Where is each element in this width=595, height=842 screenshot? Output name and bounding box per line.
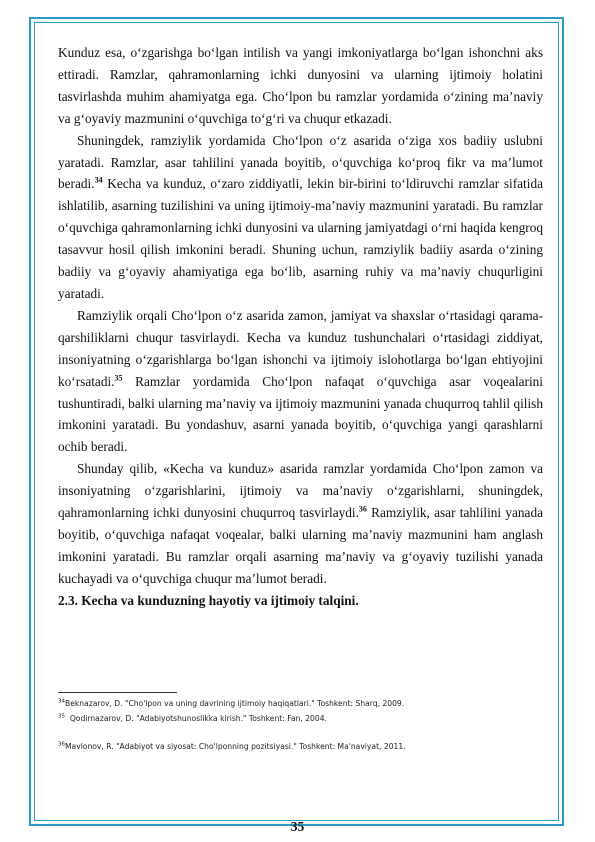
footnote-36-number: 36 xyxy=(58,741,65,748)
section-heading: 2.3. Kecha va kunduzning hayotiy va ijtimoiy talqini. xyxy=(58,592,359,608)
paragraph-4-text-b: Ramziylik, asar tahlilini yanada boyitib, o‘quvchiga nafaqat voqealar, balki ularning ma’naviy mazmunini ham anglash imkonini yaratadi. Bu ramzlar orqali asarning ma’naviy va g‘oyaviy tuzilishi yanada kuchayadi va o‘quvchiga chuqur ma’lumot beradi. xyxy=(58,505,543,586)
footnote-34 xyxy=(58,697,543,712)
footnote-ref-36[interactable]: 36 xyxy=(358,504,367,514)
footnote-36-text: Mavlonov, R. "Adabiyot va siyosat: Cho'lponning pozitsiyasi." Toshkent: Ma'naviyat, 2011. xyxy=(65,742,406,751)
footnote-ref-35[interactable]: 35 xyxy=(114,373,123,383)
paragraph-2-text-b: Kecha va kunduz, o‘zaro ziddiyatli, lekin bir-birini to‘ldiruvchi ramzlar sifatida ishlatilib, asarning tuzilishini va uning ijtimoiy-ma’naviy mazmunini yaratadi. Bu ramzlar o‘quvchiga qahramonlarning ichki dunyosini va ularning jamiyatdagi o‘rni haqida kengroq tasavvur hosil qilish imkonini beradi. Shuning uchun, ramziylik badiiy asarda o‘zining badiiy va g‘oyaviy ahamiyatiga ega bo‘lib, asarning ruhiy va ma’naviy chuqurligini yaratadi. xyxy=(58,176,543,301)
footnote-35-number: 35 xyxy=(58,712,65,719)
footnote-ref-34[interactable]: 34 xyxy=(94,176,103,186)
footnote-divider xyxy=(58,692,177,693)
paragraph-3 xyxy=(58,305,543,458)
page-number: 35 xyxy=(290,819,305,834)
paragraph-3-text-a: Ramziylik orqali Cho‘lpon o‘z asarida zamon, jamiyat va shaxslar o‘rtasidagi qarama-qarshiliklarni chuqur tasvirlaydi. Kecha va kunduz tushunchalari o‘rtasidagi ziddiyat, insoniyatning o‘zgarishlarga bo‘lgan ishonchi va ijtimoiy islohotlarga bo‘lgan ehtiyojini ko‘rsatadi. xyxy=(58,307,543,389)
paragraph-4-text-a: Shunday qilib, «Kecha va kunduz» asarida ramzlar yordamida Cho‘lpon zamon va insoniyatning o‘zgarishlarini, ijtimoiy va ma’naviy o‘zgarishlarni, shuningdek, qahramonlarning ichki dunyosini chuqurroq tasvirlaydi. xyxy=(58,461,543,521)
paragraph-4 xyxy=(58,458,543,589)
paragraph-1-text: Kunduz esa, o‘zgarishga bo‘lgan intilish va yangi imkoniyatlarga bo‘lgan ishonchni aks ettiradi. Ramzlar, qahramonlarning ichki dunyosini va ularning ijtimoiy holatini tasvirlashda muhim ahamiyatga ega. Cho‘lpon bu ramzlar yordamida o‘zining ma’naviy va g‘oyaviy mazmunini o‘quvchiga to‘g‘ri va chuqur etkazadi. xyxy=(58,45,543,126)
footnote-35-text: Qodirnazarov, D. "Adabiyotshunoslikka kirish." Toshkent: Fan, 2004. xyxy=(65,713,327,723)
footnote-36 xyxy=(58,740,543,755)
footnotes xyxy=(58,697,543,755)
footnote-34-number: 34 xyxy=(58,698,65,705)
paragraph-3-text-b: Ramzlar yordamida Cho‘lpon nafaqat o‘quvchiga asar voqealarini tushuntiradi, balki ularning ma’naviy va ijtimoiy mazmunini yanada chuqurroq tahlil qilish imkonini yaratadi. Bu yondashuv, asarni yanada boyitib, o‘quvchiga yangi qarashlarni ochib beradi. xyxy=(58,373,543,455)
main-text xyxy=(58,42,543,612)
paragraph-1 xyxy=(58,42,543,130)
paragraph-2-text-a: Shuningdek, ramziylik yordamida Cho‘lpon o‘z asarida o‘ziga xos badiiy uslubni yaratadi. Ramzlar, asar tahlilini yanada boyitib, o‘quvchiga ko‘proq fikr va ma’lumot beradi. xyxy=(58,132,543,192)
footnote-35 xyxy=(58,712,543,727)
footnote-34-text: Beknazarov, D. "Cho'lpon va uning davrining ijtimoiy haqiqatlari." Toshkent: Sharq, 2009. xyxy=(65,699,405,708)
paragraph-2 xyxy=(58,130,543,305)
